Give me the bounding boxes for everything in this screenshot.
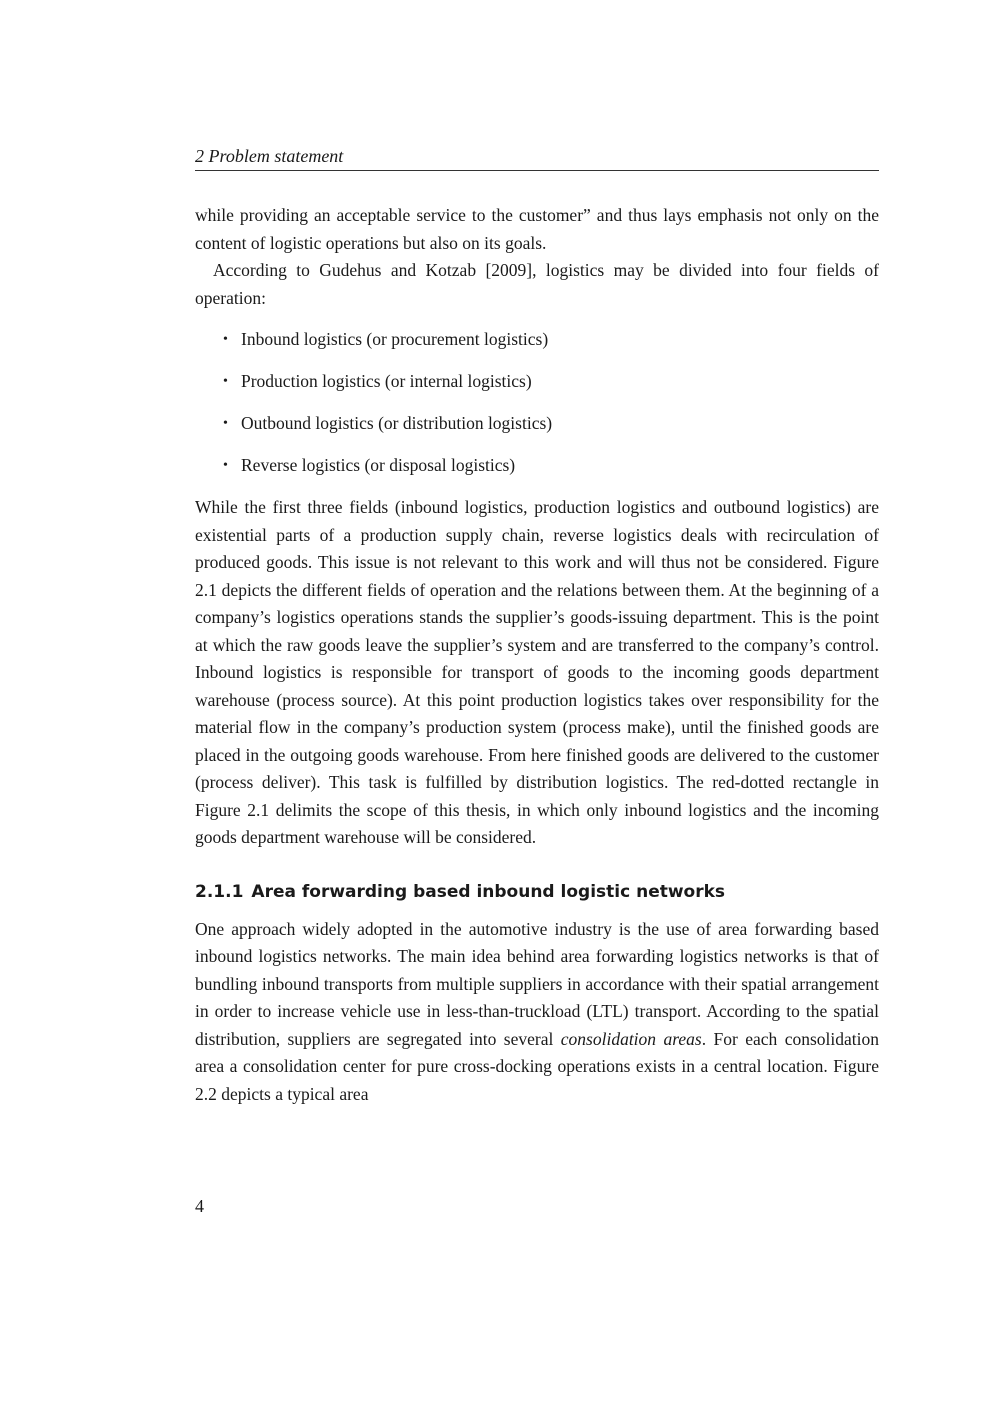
bullet-icon: • bbox=[223, 416, 228, 431]
bullet-icon: • bbox=[223, 458, 228, 473]
list-item: • Inbound logistics (or procurement logistics) bbox=[221, 326, 879, 354]
section-number: 2.1.1 bbox=[195, 881, 244, 902]
bullet-icon: • bbox=[223, 374, 228, 389]
running-header: 2 Problem statement bbox=[195, 145, 879, 171]
fields-of-operation-list bbox=[195, 326, 879, 480]
bullet-icon: • bbox=[223, 332, 228, 347]
paragraph-fields-description: While the first three fields (inbound logistics, production logistics and outbound logistics) are existential parts of a production supply chain, reverse logistics deals with recirculation of produced goods. This issue is not relevant to this work and will thus not be considered. Figure 2.1 depicts the different fields of operation and the relations between them. At the beginning of a company’s logistics operations stands the supplier’s goods-issuing department. This is the point at which the raw goods leave the supplier’s system and are transferred to the company’s control. Inbound logistics is responsible for transport of goods to the incoming goods department warehouse (process source). At this point production logistics takes over responsibility for the material flow in the company’s production system (process make), until the finished goods are placed in the outgoing goods warehouse. From here finished goods are delivered to the customer (process deliver). This task is fulfilled by distribution logistics. The red-dotted rectangle in Figure 2.1 delimits the scope of this thesis, in which only inbound logistics and the incoming goods department warehouse will be considered. bbox=[195, 497, 879, 847]
page-number: 4 bbox=[195, 1196, 204, 1216]
paragraph-area-forwarding: One approach widely adopted in the automotive industry is the use of area forwarding based inbound logistics networks. The main idea behind area forwarding logistics networks is that of bundling inbound transports from multiple suppliers in accordance with their spatial arrangement in order to increase vehicle use in less-than-truckload (LTL) transport. According to the spatial distribution, suppliers are segregated into several consolidation areas. For each consolidation area a consolidation center for pure cross-docking operations exists in a central location. Figure 2.2 depicts a typical area bbox=[195, 918, 879, 1104]
section-heading bbox=[195, 880, 879, 904]
section-title: Area forwarding based inbound logistic networks bbox=[251, 881, 726, 902]
list-item: • Outbound logistics (or distribution logistics) bbox=[221, 410, 879, 438]
list-item: • Reverse logistics (or disposal logistics) bbox=[221, 452, 879, 480]
paragraph-fields-intro: According to Gudehus and Kotzab [2009], logistics may be divided into four fields of operation: bbox=[195, 260, 879, 308]
paragraph-continuation: while providing an acceptable service to the customer” and thus lays emphasis not only on the content of logistic operations but also on its goals. bbox=[195, 205, 879, 253]
main-text bbox=[195, 202, 879, 1108]
list-item: • Production logistics (or internal logistics) bbox=[221, 368, 879, 396]
emphasis-term: consolidation areas bbox=[560, 1028, 702, 1049]
